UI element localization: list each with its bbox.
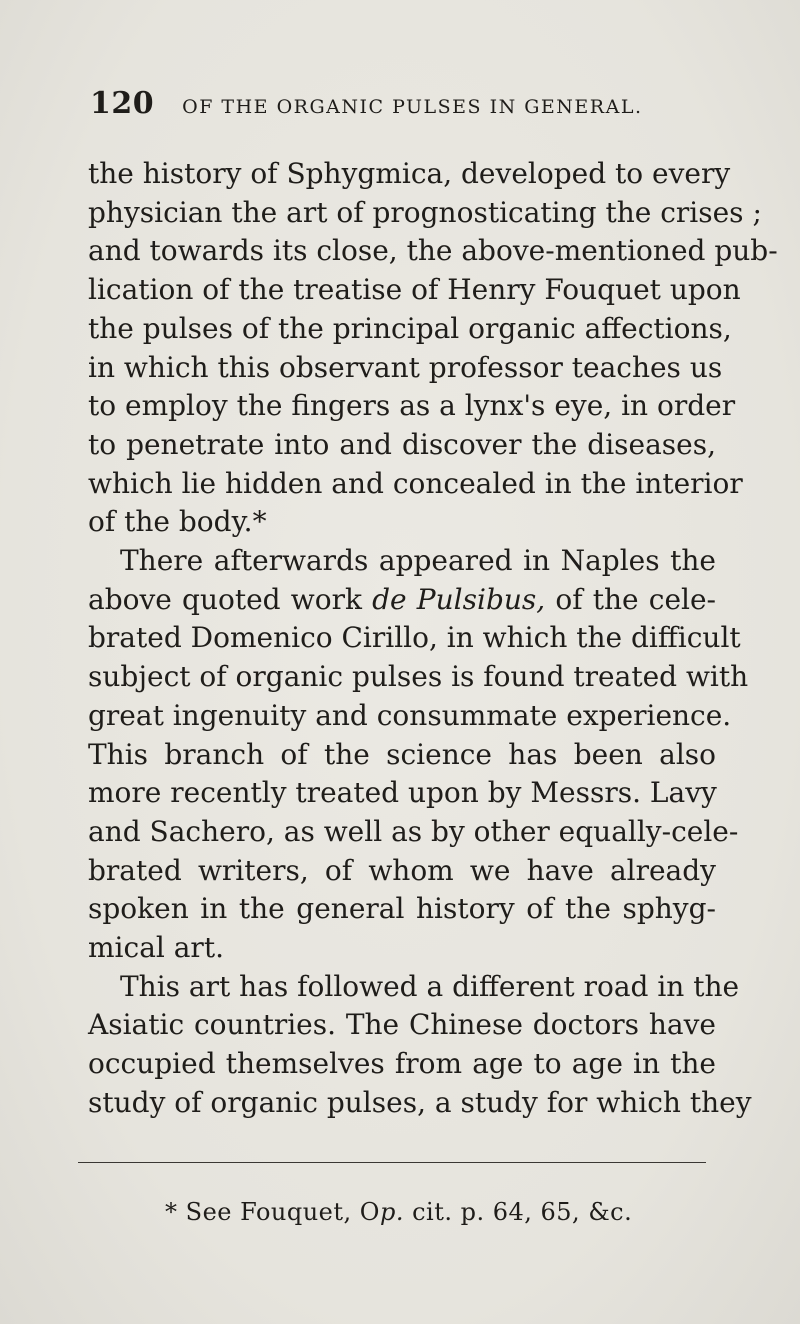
text-line: and Sachero, as well as by other equally-cele-	[88, 814, 739, 848]
footnote-text: * See Fouquet, Op. cit. p. 64, 65, &c.	[165, 1198, 633, 1226]
text-line: and towards its close, the above-mentioned pub-	[88, 234, 778, 268]
text-line: lication of the treatise of Henry Fouquet upon	[88, 273, 741, 307]
text-line: physician the art of prognosticating the crises ;	[88, 195, 762, 229]
text-line: in which this observant professor teaches us	[88, 350, 723, 384]
text-line: This branch of the science has been also	[88, 737, 716, 771]
text-line: mical art.	[88, 931, 224, 965]
text-line: the history of Sphygmica, developed to every	[88, 157, 731, 190]
text-line: brated Domenico Cirillo, in which the difficult	[88, 621, 741, 655]
page-number: 120	[90, 86, 155, 121]
paragraph-3	[88, 968, 752, 1123]
text-line: subject of organic pulses is found treated with	[88, 660, 749, 694]
italic-text: de Pulsibus,	[372, 582, 546, 616]
text-line: brated writers, of whom we have already	[88, 853, 716, 887]
text-line: great ingenuity and consummate experience.	[88, 698, 732, 732]
body-text	[88, 155, 778, 1123]
text-line: spoken in the general history of the sphyg-	[88, 892, 716, 926]
text-line: study of organic pulses, a study for which they	[88, 1085, 752, 1119]
footnote	[165, 1198, 632, 1226]
paragraph-1	[88, 155, 778, 542]
text-line: which lie hidden and concealed in the interior	[88, 466, 743, 500]
paragraph-2	[88, 542, 749, 968]
text-line: Asiatic countries. The Chinese doctors have	[88, 1008, 716, 1042]
text-line: to employ the fingers as a lynx's eye, in order	[88, 389, 736, 423]
page-header	[90, 86, 720, 121]
running-head: OF THE ORGANIC PULSES IN GENERAL.	[182, 96, 643, 118]
text-line: occupied themselves from age to age in the	[88, 1047, 716, 1081]
text-line: of the body.*	[88, 505, 267, 539]
text-line: There afterwards appeared in Naples the	[120, 544, 716, 578]
text-line: the pulses of the principal organic affections,	[88, 311, 732, 345]
text-line-with-italic: above quoted work de Pulsibus, of the cele-	[88, 582, 716, 616]
footnote-rule	[78, 1162, 706, 1163]
text-line: to penetrate into and discover the diseases,	[88, 427, 716, 461]
text-line: This art has followed a different road in the	[120, 969, 740, 1003]
italic-text: p.	[379, 1198, 404, 1226]
text-line: more recently treated upon by Messrs. Lavy	[88, 776, 717, 810]
